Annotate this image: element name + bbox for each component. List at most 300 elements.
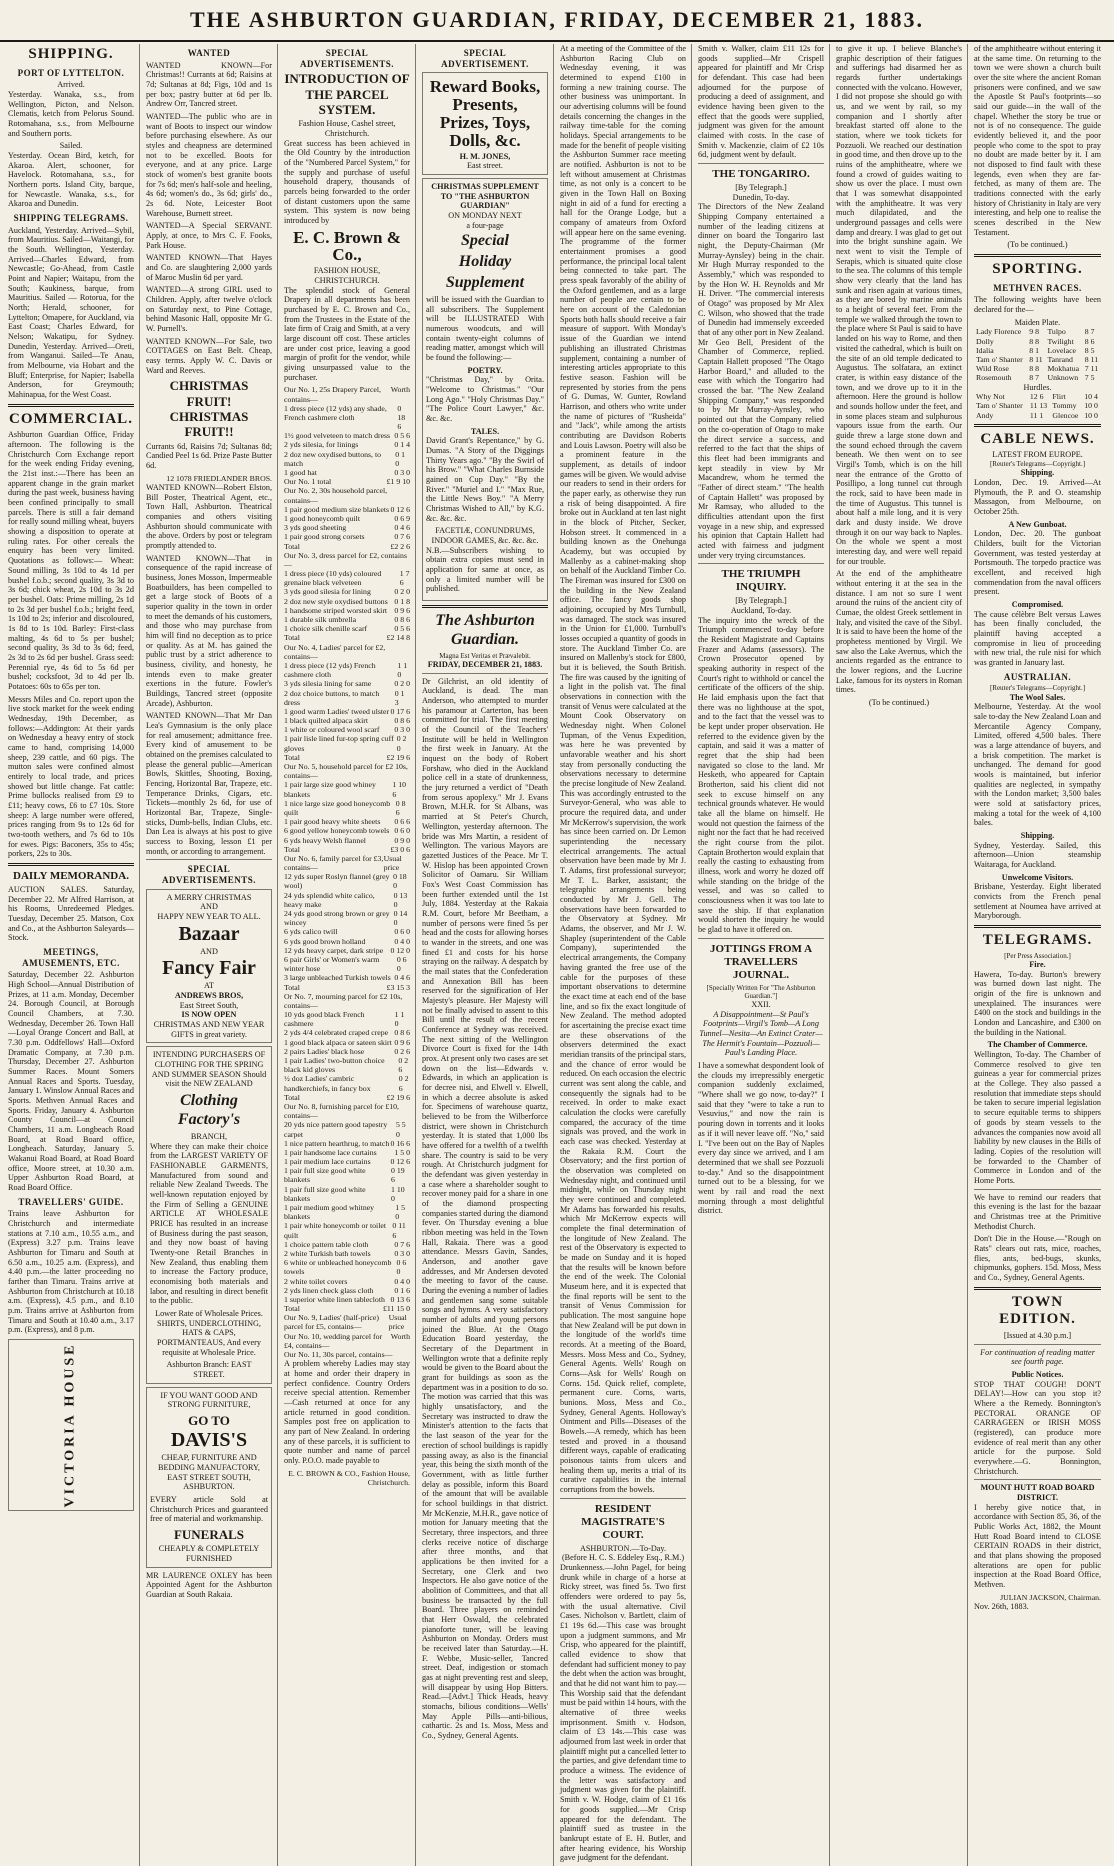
wanted-ad: WANTED KNOWN—That in consequence of the rapid increase of business, Jones Mosson, Impermeable Boatbuilders, has been compelled to get a large stock of Boots of a superior quality in the town in order to meet the demands of his customers, and those who may purchase from him will find no deception as to price or quality. As at M. has gained the public trust by a strict adherence to business, civility, and honesty, he intends even to make greater exertions in the future. Fowler's Buildings, Tancred street (opposite Arcade), Ashburton. [146,553,272,708]
price-value: 0 6 9 [394,513,410,523]
commercial-para-2: Messrs Miles and Co. report upon the live stock market for the week ending Wednesday, 19th December, as follows:—Addington: At their yards on Wednesday a heavy entry of stock came to hand, comprising 14,000 sheep, 239 cattle, and 60 pigs. The mutton sales were confined almost entirely to local trade, and prices showed but little change. Fat cattle: Prime bullocks realised from £9 to £11; heavy cows, £6 to £7 10s. Store sheep: A large number were offered, prices ranging from 9s to 12s 6d for two-tooth wethers, and 7s 6d to 10s for ewes. Pigs: Baconers, 35s to 45s; porkers, 22s to 30s. [8,694,134,859]
price-value: 0 3 0 [394,468,410,478]
price-row [284,909,410,927]
rm-court-body: Drunkenness.—John Pagel, for being drunk while in charge of a horse at Ricky street, was fined 5s. Two first offenders were ordered to pay 5s, with the usual alternative. Civil Cases. Nicholson v. Bartlett, claim of £1 19s 6d.—This case was brought upon a judgment summons, and Mr Crisp, who appeared for the plaintiff, called evidence to show that defendant had sufficient money to pay the debt when the action was brought, and that he did not want him to pay.—This Worship said that the defendant must be paid within 14 hours, with the alternative of three weeks imprisonment. Smith v. Hodson, claim of £3 14s.—This case was adjourned from last week in order that plaintiff might put a cancelled letter to the parties, and give defendant time to produce a witness. The evidence of the letter was satisfactory and judgment was given for the plaintiff. Smith v. W. Hodge, claim of £1 16s for goods supplied.—Mr Crisp appeared for the defendant. The plaintiff sued as trustee in the bankrupt estate of E. H. Butler, and after hearing evidence, his Worship gave judgment for the defendant. [560,1563,686,1863]
hurdles-label: Hurdles. [1023,382,1052,392]
paper-date: FRIDAY, DECEMBER 21, 1883. [427,660,543,670]
wanted-ad: WANTED KNOWN—For Sale, two COTTAGES on East Belt. Cheap, easy terms. Apply W. C. Davis or Ward and Reeves. [146,336,272,375]
fire-text: Hawera, To-day. Burton's brewery was burned down last night. The origin of the fire is unknown and unexplained. The insurances were £400 on the stock and buildings in the London and Lancashire, and £300 on the building in the National. [974,969,1101,1037]
price-value: 0 8 6 [395,798,406,817]
parcel-8-list [284,1120,410,1313]
horse-name: Rosemouth [976,373,1012,383]
price-row [284,1221,410,1239]
poetry-heading: POETRY. [467,365,503,375]
compromised-text: The cause célèbre Belt versus Lawes has been finally concluded, the plaintiff having accepted a compromise in lieu of proceeding with new trial, the rule nisi for which was granted in January last. [974,609,1101,668]
clothing-intro: INTENDING PURCHASERS OF CLOTHING FOR THE SPRING AND SUMMER SEASON Should visit the NEW ZEALAND [151,1050,267,1089]
divider [560,1498,686,1499]
special-ads-heading: SPECIAL ADVERTISEMENTS. [162,864,256,886]
vertical-advertisement [8,1339,134,1511]
price-row [284,1010,410,1028]
parcel-6-head-row [284,854,410,872]
price-item: 1 nice pattern hearthrug, to match [284,1138,390,1148]
divider [698,938,824,939]
price-row [284,569,410,587]
price-value: 1 5 0 [394,1147,410,1157]
australian-credit: [Reuter's Telegrams—Copyright.] [989,684,1086,693]
bazaar-at: AT [203,981,214,991]
price-item: 1 dress piece (10 yds) coloured grenaine black velveteen [284,569,382,588]
parcel-8-heading: Our No. 8, furnishing parcel for £10, contains— [284,1101,399,1121]
price-value: 5 5 0 [395,1120,406,1139]
price-row [284,1157,410,1166]
horse-weight: 8 5 [1084,345,1095,355]
bazaar-firm: ANDREWS BROS, [174,991,244,1001]
price-item: ½ doz Ladies' cambric handkerchiefs, in fancy box [284,1074,371,1093]
davis-note: EVERY article Sold at Christchurch Prices and guaranteed free of material and workmanship. [150,1495,268,1524]
divider [146,859,272,860]
divider [974,1287,1101,1290]
bazaar-gifts: CHRISTMAS AND NEW YEAR GIFTS in great variety. [153,1020,265,1039]
price-value: 0 3 0 [394,1248,410,1258]
weight-row [974,411,1101,420]
divider [974,424,1101,427]
price-row [284,753,410,762]
weight-row [974,364,1101,373]
wanted-ad: WANTED—A Special SERVANT. Apply, at once, to Mrs C. F. Fooks, Park House. [146,221,272,250]
price-item: 3 yds good silesia for lining [284,587,371,597]
price-item: Our No. 1 total [284,477,332,487]
paper-title: The Ashburton Guardian. [435,612,535,648]
funerals-sub: CHEAPLY & COMPLETELY FURNISHED [158,1544,260,1564]
horse-name: Dolly [976,336,994,346]
jottings-heading: JOTTINGS FROM A TRAVELLERS JOURNAL. [709,942,813,981]
daily-memoranda-text: AUCTION SALES. Saturday, December 22. Mr Alfred Harrison, at his Rooms, Unredeemed Pledges. Tuesday, December 25. Matson, Cox and Co., at the Ashburton Saleyards—Stock. [8,884,134,943]
wool-heading: The Wool Sales. [1009,692,1066,702]
price-item: 10 yds good black French cashmere [284,1010,365,1029]
clothing-shirts: SHIRTS, UNDERCLOTHING, HATS & CAPS, PORTMANTEAUS, And every requisite at Wholesale Price. [157,1318,261,1357]
divider [698,563,824,564]
price-row [284,440,410,449]
price-value: 0 19 6 [390,1166,405,1185]
horse-weight: 7 5 [1084,373,1095,383]
price-item: 3 yds silesia lining for same [284,679,372,689]
sporting-heading: SPORTING. [992,261,1083,278]
parcel-3-head-row [284,551,410,569]
sailed-text: Yesterday. Ocean Bird, ketch, for Akaroa. Alert, schooner, for Havelock. Rotomahana, s.s., for Northern ports. Island City, barque, for Newcastle. Wanaka, s.s., for Akaroa and Dunedin. [8,151,134,209]
price-item: 1 pair good heavy white sheets [284,817,381,827]
price-row [284,725,410,734]
price-row [284,477,410,486]
price-row [284,946,410,955]
jottings-by: [Specially Written For "The Ashburton Guardian."] [706,983,816,1000]
wanted-ad: WANTED KNOWN—That Mr Dan Lea's Gymnasium is the only place for real amusement; admittance free. Every kind of amusement to be obtained on the premises calculated to please the general public—American Bowls, Skittles, Shooting, Boxing, Fencing, Horizontal Bar, Trapeze, etc. Temperance Drinks, Cigars, etc. Tickets—monthly 2s 6d, for use of Horizontal Bar, Trapeze, Single-sticks, Dumb-bells, Indian Clubs, etc. Dan Lea is always at his post to give success to Boxing, lesson £1 per month, or according to arrangement. [146,711,272,856]
tales-heading: TALES. [470,426,500,436]
horse-weight: 11 1 [1029,410,1044,420]
supplement-pages: a four-page [466,220,504,230]
bazaar-advertisement [146,889,272,1044]
divider [974,1479,1101,1480]
price-value: £11 15 0 [383,1304,410,1314]
divider [422,605,548,608]
price-item: 1 good honeycomb quilt [284,513,361,523]
price-value: 0 13 0 [393,890,408,909]
compromised-heading: Compromised. [1011,600,1064,610]
price-row [284,404,410,432]
horse-weight: 8 7 [1084,327,1095,337]
parcel-7-list [284,1010,410,1102]
price-row [284,624,410,633]
horse-name: Idalia [976,345,994,355]
mount-hutt-signature: JULIAN JACKSON, Chairman. [1000,1592,1101,1602]
price-item: 2 doz choice buttons, to match dress [284,688,380,707]
fire-heading: Fire. [1029,960,1046,970]
price-row [284,1277,410,1286]
price-item: Total [284,844,300,854]
clothing-title: Clothing Factory's [177,1092,241,1128]
parcel-10-note: Worth [390,1331,410,1341]
cable-news-sub: LATEST FROM EUROPE. [992,450,1083,460]
supplement-date: ON MONDAY NEXT [448,210,522,220]
jottings-end: of the amphitheatre without entering it at the same time. On returning to the town we were shown a church built over the site where the ancient Roman prisoners were confined, and we saw the Apostle St Paul's footprints—so said our guide—in the wall of the chapel. Whether the story be true or not is of no consequence. The guide evidently believed it, and the poor people who come to the spot to pray no doubt are made better by it. I am not disposed to find fault with these legends, even when they are far-fetched, as many of them are. The traditions connected with the early history of Christianity in Italy are very interesting, and help one to realise the scenes described in the New Testament. [974,44,1101,237]
parcel-9-head-row [284,1313,410,1331]
column-3 [284,44,416,1866]
shipping2-heading: Shipping. [1020,831,1055,841]
horse-name: Tanrand [1047,354,1073,364]
price-item: 1 pair full size good white blankets [284,1166,366,1185]
parcel-firm: E. C. Brown & Co., [293,227,401,265]
price-value: 0 8 6 [394,615,410,625]
column-7 [836,44,968,1866]
horse-name: Why Not [976,392,1005,402]
worth-label: Worth [390,385,410,395]
horse-weight: 9 8 [1029,327,1039,337]
jottings-continued-2: At the end of the amphitheatre without entering it at the sea in the distance. I am not so sure I went around the ruins of the ancient city of Cumae, the oldest Greek settlement in Italy, and visited the cave of the Sibyl. It is said to have been the home of the prophetess mentioned by Virgil. We saw also the Lake Avernus, which the ancients regarded as the entrance to the lower regions, and the Lucrine Lake, famous for its oysters in Roman times. [836,569,962,695]
mount-hutt-heading: MOUNT HUTT ROAD BOARD DISTRICT. [980,1483,1095,1503]
price-item: 1 handsome striped worsted skirt [284,605,388,615]
price-row [284,615,410,624]
rm-court-sub: ASHBURTON.—To-Day. [579,1543,667,1553]
price-item: 2 yds silesia, for linings [284,440,359,450]
price-row [284,587,410,596]
price-value: 0 8 6 [394,1028,410,1038]
horse-weight: 11 13 [1029,401,1048,411]
parcel-8-head-row [284,1102,410,1120]
poetry-list: "Christmas Day," by Orita. "Welcome to Christmas." "Our Long Ago." "Holy Christmas Day." "The Police Court Lawyer," &c. &c. &c. [426,375,544,423]
price-row [284,1240,410,1249]
price-value: 0 2 0 [394,679,410,689]
price-item: 1 pair lisle lined fur-top spring cuff gloves [284,734,394,753]
clothing-prices: Lower Rate of Wholesale Prices. [155,1308,263,1318]
wanted-ad: WANTED—The public who are in want of Boots to inspect our window before purchasing elsewhere. As our styles and cheapness are determined not to be excelled. Boots for everyone, and at any price. Large stock of women's best granite boots for 7s 6d; men's half-sole and heeling, 4s 6d; women's do., 3s 6d; girls' do., 2s 6d. Note, Leicester Boot Warehouse, Burnett street. [146,111,272,218]
triumph-date: Auckland, To-day. [730,605,792,615]
divider [422,673,548,674]
special-ads-heading: SPECIAL ADVERTISEMENTS. [300,48,394,69]
price-row [284,1056,410,1074]
clothing-advertisement [146,1046,272,1383]
shipping-telegrams-text: Auckland, Yesterday. Arrived—Sybil, from Mauritius. Sailed—Waitangi, for the South. Wellington, Yesterday. Arrived—Charles Edward, from Newcastle; Go-Ahead, from Castle Point and Napier; Waitapu, from the South; Kaukiness, barque, from Mauritius. Sailed — Rotorua, for the North; Herald, schooner, for Lyttelton; Omapere, for Auckland, via East Coast; Charles Edward, for Nelson; Wakatipu, for Sydney. Dunedin, Yesterday. Arrived—Oreti, from Wanganui. Sailed—Te Anau, from Melbourne, via Hobart and the Bluff; Enterprise, for Napier; Isabella Anderson, for Greymouth; Mahinapua, for the West Coast. [8,225,134,400]
price-item: 24 yds splendid white calico, heavy make [284,890,375,909]
commercial-para-1: Ashburton Guardian Office, Friday afternoon. The following is the Christchurch Corn Exchange report for the week ending Friday evening, the 21st inst.:—There has been an apparent change in the grain market during the past week, business having been confined principally to small parcels. There is still a fair demand for really sound milling wheat, buyers showing a disposition to operate at ruling rates. For other cereals the enquiry has been very limited. Quotations as follows:— Wheat: Sound milling, 3s 10d to 4s 1d per bushel f.o.b.; second quality, 3s 3d to 3s 6d; chick wheat, 2s 10d to 3s 2d per bushel. Oats: Prime milling, 2s 1d to 2s 3d per bushel f.o.b.; bright feed, 1s 10d to 2s; inferior and discoloured, 1s 8d to 1s 10d. Barley: First-class malting, 4s 6d to 5s per bushel; second quality, 3s 3d to 3s 6d; feed, 2s 3d to 2s 6d per bushel. Grass seed: Perennial rye, 4s 6d to 5s 6d per bushel; cocksfoot, 3d to 4d per lb. Potatoes: 60s to 65s per ton. [8,430,134,691]
parcel-11-head-row [284,1350,410,1359]
parcel-firm-sub: FASHION HOUSE, CHRISTCHURCH. [313,266,381,285]
arrivals-text: Yesterday. Wanaka, s.s., from Wellington, Picton, and Nelson. Clematis, ketch from Pelorus Sound. Rotomahana, s.s., from Melbourne and Southern ports. [8,89,134,138]
triumph-body: The inquiry into the wreck of the Triumph commenced to-day before the Resident Magistrate and Captains Frazer and Adams (assessors). The Crown Prosecutor opened by speaking authority in respect of the Court's right to withhold or cancel the certificate of the officers of the ship. He laid emphasis upon the fact that there was no lighthouse at the spot, and to the fact that the vessel was to be kept under proper observation. He referred to the evidence given by the captain, and said it was a matter of regret that the ship had been navigated so close to the land. Mr Hesketh, who appeared for Captain Brotherton, said his client did not seek to excuse himself on any technical grounds whatever. He would take all the blame on himself. He would not question the fairness of the night nor the fact that he had received the right course from the pilot. Captain Brotherton would explain that really the casting to exhausting from illness, work and worry he dozed off while standing on the bridge of the vessel, and was so called to consciousness when it was too late to save the ship. If that explanation would shorten the inquiry he would be glad to have it offered on. [698,615,824,935]
price-item: Total [284,633,300,643]
price-value: 0 2 6 [394,1046,410,1056]
horse-name: Flirt [1052,392,1066,402]
price-row [284,955,410,973]
price-item: Total [284,1092,300,1102]
price-item: 1 durable silk umbrella [284,615,357,625]
price-item: 1 good black alpaca or sateen skirt [284,1037,392,1047]
horse-name: Tulpo [1047,327,1066,337]
jottings-continued: to give it up. I believe Blanche's graphic description of their fatigues and sufferings had disarmed her as regards further undertakings connected with the volcano. However, I did not propose she should go with us, and we went by rail, so my companion and I shortly after breakfast started off alone to the station, where we took tickets for Pozzuoli. We reached our destination in good time, and then drove up to the ruins of the amphitheatre, where we found a crowd of guides waiting to show us over the place. I must own that I was somewhat disappointed with the amphitheatre. It was very much dilapidated, and the underground passages and cells were damp and dreary. I was glad to get out into the bright sunshine again. We next went to visit the Temple of Serapis, which is situated quite close to the sea. The columns of this temple show very clearly that the land has sunk and risen again at various times, as they are bored by marine animals to a height of several feet. From the temple we walked through the town to the place where St Paul is said to have landed on his way to Rome, and then visited the cathedral, which is built on the site of an old temple dedicated to Augustus. The solfatara, an extinct crater, is within easy distance of the town, and we drove up to it in the afternoon. Here the ground is hollow and sounds hollow under the feet, and in some places steam and sulphurous vapours issue from the earth. Our guide threw a large stone down and the sound echoed through the cavern beneath. We then went on to see Virgil's Tomb, which is on the hill near the entrance of the Grotto of Posillipo, a long tunnel cut through the rock, said to have been made in the time of Augustus. This tunnel is about half a mile long, and it is very dark and dusty inside. We drove through it on our way back to Naples. On the whole we spent a most interesting day, and were well repaid for our trouble. [836,44,962,566]
arrived-label: Arrived. [57,80,85,90]
parcel-intro: Great success has been achieved in the Old Country by the introduction of the "Numbered Parcel System," for the supply and purchase of useful household drapery, thousands of parcels being forwarded to the order of distant customers upon the same system. This system is now being introduced by [284,138,410,225]
price-row [284,514,410,523]
triumph-heading: THE TRIUMPH INQUIRY. [721,568,801,594]
parcel-9-heading: Our No. 9, Ladies' (half-price) parcel for £5, contains— [284,1313,379,1332]
price-value: 0 4 6 [394,523,410,533]
price-row [284,1047,410,1056]
price-item: 12 yds heavy carpet, dark stripe [284,945,384,955]
price-item: 2 doz new oxydised buttons, to match [284,449,382,468]
price-row [284,826,410,835]
masthead [0,0,1114,42]
horse-weight: 7 11 [1084,364,1099,374]
reward-books-firm: H. M. JONES, [459,151,511,161]
parcel-note: A problem whereby Ladies may stay at home and order their drapery in perfect confidence. Country Orders receive special attention. Remember—Cash returned at once for any article returned in good condition. Samples post free on application to any part of New Zealand. In ordering any of these parcels, it is sufficient to quote number and name of parcel only. P.O.O. made payable to [284,1359,410,1465]
price-item: 1 pair handsome lace curtains [284,1147,377,1157]
price-row [284,1295,410,1304]
weight-row [974,373,1101,382]
parcel-house: Fashion House, Cashel street, Christchurch. [298,119,396,138]
price-value: £3 0 6 [390,844,410,854]
supplement-title: Supplement [445,274,525,292]
price-item: 12 yds super Roslyn flannel (grey wool) [284,872,390,891]
telegrams-credit: [Per Press Association.] [1004,951,1071,960]
supplement-special: Special [461,232,509,250]
parcel-body: The splendid stock of General Drapery in all departments has been purchased by E. C. Brown and Co., from the Trustees in the Estate of the late firm of Craig and Smith, at a very large discount off cost. These articles are under cost price, leaving a good margin of profit for the vendor, while giving unsurpassed value to the purchaser. [284,285,410,382]
reward-books-address: East street. [467,161,503,171]
shipping-telegrams-heading: SHIPPING TELEGRAMS. [13,213,129,224]
price-item: 1 black quilted alpaca skirt [284,716,369,726]
horse-weight: 8 7 [1029,373,1039,383]
wanted-ad: WANTED KNOWN—That Hayes and Co. are slaughtering 2,000 yards of Maroc Muslin 6d per yard. [146,253,272,282]
to-be-continued: (To be continued.) [1007,240,1068,250]
bazaar-and: AND [200,946,218,956]
price-value: 0 5 6 [394,431,410,441]
price-row [284,1286,410,1295]
column-6 [698,44,830,1866]
price-value: 0 1 4 [394,440,410,450]
meetings-text: Saturday, December 22. Ashburton High School—Annual Distribution of Prizes, at 11 a.m. Monday, December 24. Borough Council, at Borough Council Chambers, at 7.30. Wednesday, December 26. Town Hall—Loyal Orange Concert and Ball, at 7.30 p.m. Oddfellows' Hall—Oxford Dramatic Company, at 7.30 p.m. Thursday, December 27. Ashburton Summer Races. Mount Somers Annual Races and Sports. Tuesday, January 1. Winslow Annual Races and Sports. Methven Annual Races and Sports. Friday, January 4. Ashburton County Council—at Council Chambers, 11 a.m. Longbeach Road Board, at Road Board office, Longbeach. Saturday, January 5. Wakanui Road Board, at Road Board office, Moore street, at 10.30 a.m. Upper Ashburton Road Board, at Road Board Office. [8,970,134,1192]
price-item: 6 yds good brown holland [284,936,366,946]
price-value: 0 17 6 [390,706,410,716]
continuation-note: For continuation of reading matter see fourth page. [980,1347,1095,1367]
price-value: 0 6 6 [394,817,410,827]
reward-books-advertisement [422,72,548,175]
methven-heading: METHVEN RACES. [993,282,1082,293]
rough-on-rats-ad: Don't Die in the House.—"Rough on Rats" clears out rats, mice, roaches, flies, ants, bed-bugs, skunks, chipmunks, gophers. 15d. Moss, Mess and Co., Sydney, General Agents. [974,1234,1101,1282]
price-value: 0 12 6 [390,504,410,514]
daily-memoranda-heading: DAILY MEMORANDA. [13,869,129,882]
jottings-sub: A Disappointment—St Paul's Footprints—Virgil's Tomb—A Long Tunnel—Nesita—An Extinct Crater—The Hermit's Fountain—Pozzuoli—Paul's Landing Place. [699,1009,823,1058]
price-item: 1 choice pattern table cloth [284,1239,369,1249]
price-item: 1 pair good strong corsets [284,532,365,542]
rm-court-heading: RESIDENT MAGISTRATE'S COURT. [581,1502,665,1541]
price-value: 0 18 0 [393,872,407,891]
wool-text: Melbourne, Yesterday. At the wool sale to-day the New Zealand Loan and Mercantile Agency Company, Limited, offered 4,500 bales. There was a large attendance of buyers, and a brisk competition. The market is unchanged. The demand for good wools is maintained, but inferior qualities are neglected, in sympathy with the London market; 3,500 bales were sold at satisfactory prices, making a total for the week of 4,100 bales. [974,702,1101,828]
price-row [284,1120,410,1138]
price-row [284,973,410,982]
price-row [284,661,410,679]
parcel-2-list [284,505,410,551]
bazaar-reminder: We have to remind our readers that this evening is the last for the bazaar and Christmas tree at the Primitive Methodist Church. [974,1192,1101,1231]
xmas-greeting: A MERRY CHRISTMAS [166,892,252,902]
price-item: 1 pair full size good white blankets [284,1184,366,1203]
price-row [284,707,410,716]
price-item: 1 nice large size good honeycomb quilt [284,798,391,817]
price-value: 0 8 6 [394,716,410,726]
price-row [284,983,410,992]
price-item: 3 large unbleached Turkish towels [284,973,391,983]
paper-motto: Magna Est Veritas et Prævalebit. [439,651,531,660]
price-item: 1 dress piece (12 yds) any shade, French cashmere cloth [284,403,387,422]
clothing-body: Where they can make their choice from the LARGEST VARIETY OF FASHIONABLE GARMENTS, Manufactured from sound and reliable New Zealand Tweeds. The well-known reputation enjoyed by the Firm of Selling a GENUINE ARTICLE AT WHOLESALE PRICE has resulted in an increase of Business during the past season, and they now boast of having Twenty-one Retail Branches in New Zealand, thus enabling them to increase the Factory produce, economising both materials and labor, and resulting in direct benefit to the public. [150,1141,268,1306]
column-5 [560,44,692,1866]
telegrams-heading: TELEGRAMS. [982,932,1093,949]
christmas-supplement-advertisement [422,178,548,601]
price-value: 0 4 0 [394,936,410,946]
supplement-body: will be issued with the Guardian to all subscribers. The Supplement will be ILLUSTRATED With numerous woodcuts, and will contain twenty-eight columns of reading matter, amongst which will be found the following:— [426,294,544,362]
price-item: 2 pairs Ladies' black hose [284,1046,365,1056]
price-value: 1 5 0 [395,1203,406,1222]
price-item: 6 good yellow honeycomb towels [284,826,390,836]
public-notices-heading: Public Notices. [1011,1369,1064,1379]
price-item: 24 yds good strong brown or grey wincey [284,909,390,928]
maiden-plate-weights [974,327,1101,382]
price-row [284,679,410,688]
horse-weight: 10 4 [1084,392,1098,402]
horse-name: Twilight [1047,336,1074,346]
davis-body: CHEAP, FURNITURE AND BEDDING MANUFACTORY, EAST STREET SOUTH, ASHBURTON. [158,1453,260,1492]
funerals-title: FUNERALS [173,1527,245,1543]
maiden-plate-label: Maiden Plate. [1014,317,1061,327]
town-edition-heading: TOWN EDITION. [999,1293,1076,1328]
price-value: 0 9 6 [394,1037,410,1047]
price-item: Total [284,1304,300,1314]
bazaar-address: East Street South, [179,1000,239,1010]
shipping2-text: Sydney, Yesterday. Sailed, this afternoon—Union steamship Waitaraga, for Auckland. [974,840,1101,870]
clothing-branch: BRANCH, [190,1131,228,1141]
price-row [284,1258,410,1276]
price-row [284,606,410,615]
price-row [284,1038,410,1047]
australian-heading: AUSTRALIAN. [1003,671,1072,682]
divider [974,1189,1101,1190]
price-item: 1 pair medium good whitney blankets [284,1203,375,1222]
commercial-heading: COMMERCIAL. [9,410,133,427]
horse-weight: 8 1 [1029,345,1039,355]
supplement-heading: CHRISTMAS SUPPLEMENT TO "THE ASHBURTON GUARDIAN" [431,181,539,211]
price-item: Total [284,752,300,762]
chamber-text: Wellington, To-day. The Chamber of Commerce resolved to give ten guineas a year for commercial prizes at the College. They also passed a resolution that immediate steps should be taken to secure imperial legislation to secure equitable terms to shippers of goods by steam vessels to the advances the companies now avoid all liability by new clauses in the Bills of lading. Copies of the resolution will be forwarded to the Chamber of Commerce in London and of the Home Ports. [974,1050,1101,1185]
cough-ad: STOP THAT COUGH! DON'T DELAY!—How can you stop it? Where a the Remedy. Bonnington's PECTORAL ORANGE OF CARRAGEEN or IRISH MOSS (registered), can produce more evidence of real merit than any other article for the purpose. Sold everywhere.—G. Bonnington, Christchurch. [974,1379,1101,1476]
price-value: 0 1 3 [394,688,405,707]
horse-weight: 10 0 [1084,410,1098,420]
horse-weight: 8 6 [1084,336,1095,346]
parcel-5-list [284,780,410,854]
wanted-ad: WANTED KNOWN—Robert Elston, Bill Poster, Theatrical Agent, etc., Town Hall, Ashburton. Theatrical companies and others visiting Ashburton should communicate with the above. Orders by post or telegram promptly attended to. [146,482,272,550]
price-row [284,542,410,551]
special-ad-heading: SPECIAL ADVERTISEMENT. [441,48,529,69]
price-item: Total [284,982,300,992]
mount-hutt-date: Nov. 26th, 1883. [974,1601,1029,1611]
price-row [284,633,410,642]
cable-credit: [Reuter's Telegrams—Copyright.] [989,460,1086,469]
tongariro-by: [By Telegraph.] [735,183,787,193]
divider [698,163,824,164]
bazaar-open: IS NOW OPEN [181,1010,237,1020]
horse-weight: 12 6 [1029,392,1044,402]
facetiae: FACETIÆ, CONUNDRUMS, INDOOR GAMES, &c. &c. &c. [431,526,539,546]
horse-name: Unknown [1047,373,1079,383]
horse-weight: 8 8 [1029,364,1039,374]
divider [974,925,1101,928]
column-8 [974,44,1106,1866]
price-row [284,927,410,936]
price-item: 6 yds calico twill [284,927,338,937]
editorial-article: Dr Gilchrist, an old identity of Auckland, is dead. The man Anderson, who attempted to murder his paramour at Carterton, has been committed for trial. The first meeting of the Council of the Teachers' Institute will be held in Wellington the first week in January. At the inquest on the body of Robert Forshaw, who died in the Auckland police cell in a state of drunkenness, the jury returned a verdict of "Death from serous apoplexy." Mr J. Evans Brown, M.H.R. for St Albans, was married at St Peter's Church, Wellington, yesterday afternoon. The bride was Mrs Martin, a resident of Wellington. The various Mayors are gazetted Justices of the Peace. Mr T. W. Hislop has been appointed Crown Solicitor of Oamaru. Sir William Fox's West Coast Commission has been further extended until the 1st July, 1884. Yesterday at the Rakaia R.M. Court, before Mr Beetham, a number of persons were fined 5s per head and the costs for allowing horses to wander in the streets, and one was fined £1 and costs for his horse straying on the railway. A despatch by the mail states that the Confederation and Annexation Bill has been reserved for the signification of Her Majesty's pleasure. Her Majesty will not be finally advised to assent to this Bill until the result of the recent Conference at Sydney was received. The next sitting of the Wellington Divorce Court is fixed for the 14th prox. At present only two cases are set down on the list—Edwards v. Edwards, in which an application is for decree nisi, and Elwell v. Elwell, in which a decree absolute is asked for. Specimens of warehouse quartz, believed to be from the Wilberforce district, were shown in Christchurch yesterday. It is stated that 1,000 lbs have offered for a twelfth of a twelfth share. The country is said to be very rough. At Christchurch judgment for the defendant was given yesterday in a case where a shareholder sought to recover money paid for a share in one of the diamond prospecting companies started during the diamond fever. On Thursday evening a blue ribbon meeting was held in the Town Hall, Rakaia. There was a good attendance. Messrs Gavin, Sandes, Anderson, and another gave addresses, and Mr Andersen devoted the meeting to favor of the cause. During the evening a number of ladies and gentlemen sang some suitable songs and hymns. A very satisfactory number of adults and young persons joined the Blue. At the Otago Education Board yesterday, the Secretary of the Department in Wellington wrote that a definite reply would be given to the Board about the grant for buildings as soon as the department was in a position to do so. The motion was carried that this was highly unsatisfactory, and the Secretary was instructed to draw the Minister's attention to the facts that the last season of the year for the erection of school buildings is rapidly passing away, as also is the financial year, this being the sixth month of the Government, with as little further delay as possible, inform this Board of the amount that will be available for school buildings in that district. Mr McKenzie, M.H.R., gave notice of motion for January meeting that the Secretary, three inspectors, and three clerks receive notice of discharge after three months, and that applications be then invited for a Secretary, one Clerk and two Inspectors. He also gave notice of the abolition of Committees, and that all business be transacted by the full Board. Three players on reminded that Herr Oswald, the celebrated pianoforte tuner, will be leaving Ashburton on Monday. Orders must be received later than Saturday.—H. F. Webbe, Music-seller, Tancred street. Deaf, indigestion or stomach gas at night preventing rest and sleep, will disappear by using Hop Bitters. Read.—[Advt.] Thick Heads, heavy stomachs, bilious conditions—Wells' May Apple Pills—anti-bilious, cathartic. 2s and 1s. Moss, Mess and Co., Sydney, General Agents. [422,676,548,1740]
columns [8,44,1106,1863]
price-row [284,799,410,817]
price-value: 1 10 0 [390,1184,405,1203]
fancy-fair-title: Fancy Fair [162,957,256,980]
price-item: 20 yds nice pattern good tapestry carpet [284,1120,388,1139]
price-value: 0 11 6 [392,1221,406,1240]
price-value: 0 14 0 [393,909,408,928]
parcel-1-heading: Our No. 1, 25s Drapery Parcel, contains— [284,385,382,404]
go-to: GO TO [188,1413,230,1428]
price-row [284,937,410,946]
price-item: 2 doz new style oxydised buttons [284,596,388,606]
price-value: 0 6 0 [394,927,410,937]
price-row [284,505,410,514]
price-item: 1 pair good medium size blankets [284,504,390,514]
hurdle-weights [974,392,1101,420]
price-row [284,836,410,845]
furniture-intro: IF YOU WANT GOOD AND STRONG FURNITURE, [160,1390,258,1410]
price-item: 1 good warm Ladies' tweed ulster [284,706,390,716]
price-item: 1 dress piece (12 yds) French cashmere cloth [284,660,376,680]
xmas-greeting-and: AND [200,902,218,912]
horse-weight: 8 8 [1029,336,1039,346]
price-value: 0 9 6 [394,605,410,615]
tongariro-heading: THE TONGARIRO. [712,168,810,181]
price-row [284,1203,410,1221]
port-heading: PORT OF LYTTELTON. [17,67,125,78]
parcel-7-heading: Or No. 7, mourning parcel for £2 10s, contains— [284,991,403,1010]
gunboat-text: London, Dec. 20. The gunboat Childers, built for the Victorian Government, was tested yesterday at Portsmouth. The torpedo practice was excellent, and received high commendation from the naval officers present. [974,529,1101,597]
price-value: 0 3 0 [394,725,410,735]
price-item: 6 white or unbleached honeycomb towels [284,1258,392,1277]
wanted-heading: WANTED [187,48,231,58]
price-row [284,716,410,725]
price-value: £3 15 3 [386,982,410,992]
horse-name: Wild Rose [976,364,1009,374]
price-row [284,597,410,606]
